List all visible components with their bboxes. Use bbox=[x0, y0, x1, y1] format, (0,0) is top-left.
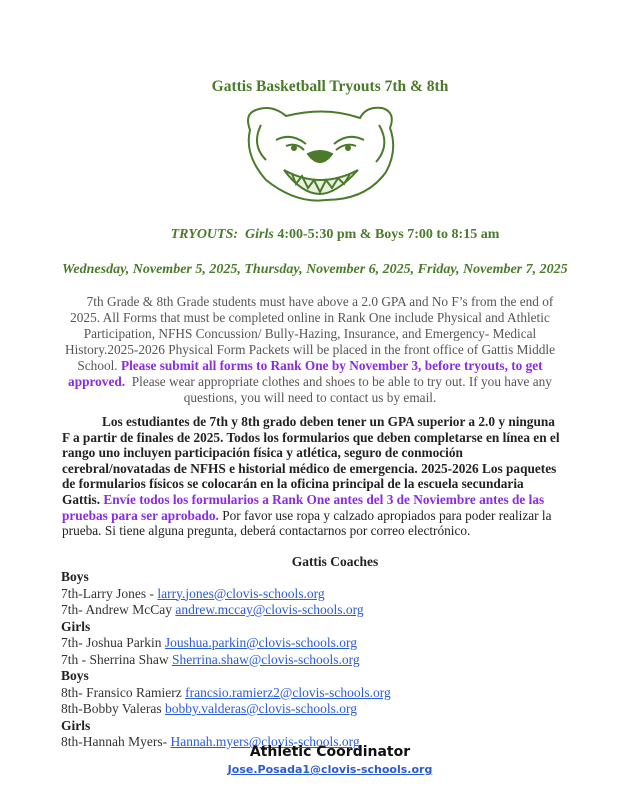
group-label: Girls bbox=[61, 717, 91, 733]
coaches-list bbox=[61, 569, 391, 751]
athletic-coordinator-heading: Athletic Coordinator bbox=[249, 744, 411, 760]
page-title: Gattis Basketball Tryouts 7th & 8th bbox=[211, 78, 449, 95]
coach-item bbox=[61, 701, 391, 718]
coach-email-link[interactable]: Hannah.myers@clovis-schools.org bbox=[170, 734, 360, 749]
coordinator-email-link[interactable]: Jose.Posada1@clovis-schools.org bbox=[227, 763, 433, 776]
group-label: Boys bbox=[61, 668, 89, 683]
bear-mascot-logo bbox=[236, 100, 404, 206]
group-label: Girls bbox=[61, 618, 91, 634]
coaches-heading: Gattis Coaches bbox=[291, 554, 379, 569]
coach-email-link[interactable]: Sherrina.shaw@clovis-schools.org bbox=[171, 651, 360, 667]
tryout-dates: Wednesday, November 5, 2025, Thursday, November 6, 2025, Friday, November 7, 2025 bbox=[62, 262, 568, 277]
coach-name: 8th-Hannah Myers- bbox=[61, 734, 171, 749]
coach-name: 8th-Bobby Valeras bbox=[61, 701, 165, 716]
coach-email-link[interactable]: Joushua.parkin@clovis-schools.org bbox=[164, 635, 358, 650]
coach-name: 7th- Joshua Parkin bbox=[61, 635, 165, 650]
group-label: Boys bbox=[61, 569, 89, 584]
coach-email-link[interactable]: bobby.valderas@clovis-schools.org bbox=[165, 701, 358, 716]
coach-item bbox=[61, 586, 391, 603]
english-text: 7th Grade & 8th Grade students must have above a 2.0 GPA and No F’s from the end of 2025. All Forms that must be completed online in Rank One include Physical and Athletic Participation, NFHS Concussion/ Bully-Hazing, Insurance, and Emergency- Medical History.2025-2026 Physical Form Packets will be placed in the front office of Gattis Middle School. bbox=[64, 294, 556, 373]
coach-email-link[interactable]: andrew.mccay@clovis-schools.org bbox=[175, 602, 364, 617]
english-contact: Please wear appropriate clothes and shoes to be able to try out. If you have any questions, you will need to contact us by email. bbox=[131, 374, 552, 405]
coach-email-link[interactable]: francsio.ramierz2@clovis-schools.org bbox=[185, 684, 391, 700]
coach-email-link[interactable]: larry.jones@clovis-schools.org bbox=[157, 585, 325, 601]
spanish-contact: Por favor use ropa y calzado apropiados para poder realizar la prueba. Si tiene alguna pregunta, deberá contactarnos por correo electrónico. bbox=[62, 507, 552, 539]
coach-item bbox=[61, 635, 391, 652]
coach-name: 7th-Larry Jones - bbox=[61, 585, 158, 601]
spanish-instructions bbox=[62, 414, 562, 539]
english-instructions bbox=[62, 294, 558, 406]
girls-label: Girls bbox=[245, 227, 274, 242]
coach-item bbox=[61, 652, 391, 669]
spanish-deadline: Envíe todos los formularios a Rank One antes del 3 de Noviembre antes de las pruebas para ser aprobado. bbox=[62, 491, 545, 523]
coach-name: 7th- Andrew McCay bbox=[61, 602, 176, 617]
spanish-text: Los estudiantes de 7th y 8th grado deben tener un GPA superior a 2.0 y ninguna F a partir de finales de 2025. Todos los formularios que deben completarse en línea en el rango uno incluyen participación física y atlética, seguro de conmoción cerebral/novatadas de NFHS e historial médico de emergencia. 2025-2026 Los paquetes de formularios físicos se colocarán en la oficina principal de la escuela secundaria Gattis. bbox=[62, 414, 560, 507]
coach-item bbox=[61, 685, 391, 702]
times-text: 4:00-5:30 pm & Boys 7:00 to 8:15 am bbox=[277, 227, 500, 242]
athletic-coordinator-email bbox=[0, 763, 637, 776]
coach-name: 7th - Sherrina Shaw bbox=[61, 651, 172, 667]
english-deadline: Please submit all forms to Rank One by November 3, before tryouts, to get approved. bbox=[68, 358, 543, 389]
coach-item bbox=[61, 602, 391, 619]
coach-name: 8th- Fransico Ramierz bbox=[61, 684, 186, 700]
tryout-times bbox=[0, 227, 637, 243]
tryouts-label: TRYOUTS: bbox=[170, 227, 239, 242]
